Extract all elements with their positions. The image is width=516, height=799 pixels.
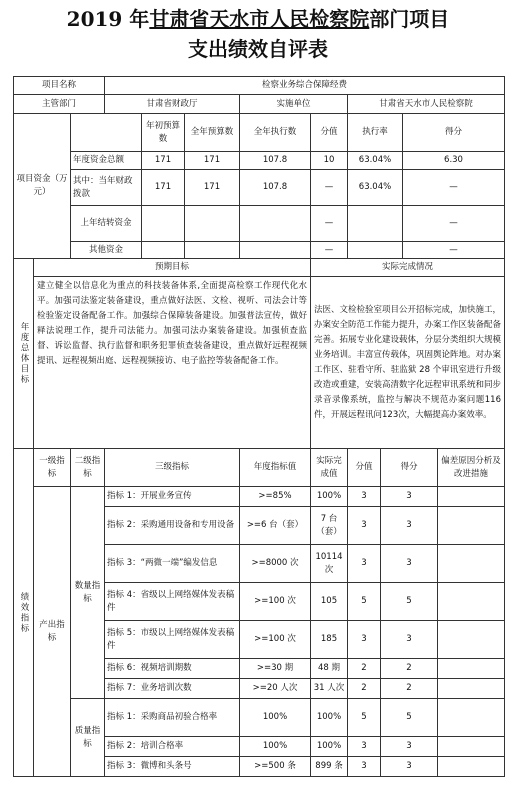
- ind-header-score: 得分: [381, 449, 438, 487]
- ind-level1: 产出指标: [34, 487, 71, 777]
- funds-header-rate: 执行率: [348, 114, 403, 152]
- ind-notes: [438, 699, 505, 737]
- ind-header-value: 分值: [348, 449, 381, 487]
- dept-label: 主管部门: [14, 95, 105, 114]
- title-org: 甘肃省天水市人民检察院: [149, 7, 370, 31]
- ind-notes: [438, 583, 505, 621]
- funds-row-budget-year: 171: [185, 152, 240, 170]
- ind-score: 3: [381, 737, 438, 757]
- funds-row-budget-start: 171: [142, 170, 185, 206]
- ind-name: 指标 4：省级以上网络媒体发表稿件: [105, 583, 240, 621]
- funds-header-blank: [71, 114, 142, 152]
- ind-header-level3: 三级指标: [105, 449, 240, 487]
- funds-row-executed: [240, 206, 311, 242]
- goals-actual-text: 法医、文检检验室项目公开招标完成，加快施工，办案安全防范工作能力提升，办案工作区装备配备完善。拓展专业化建设载体，分层分类组织大规模业务培训。丰富宣传载体，巩固舆论阵地。对办案工作区、驻看守所、驻监狱 28 个审讯室进行升级改造或重建，安装高清数字化远程审讯系统和同步录音录像系统，监控与解决不规范办案问题116件，开展远程讯问123次，大幅提高办案效率。: [311, 277, 505, 449]
- funds-row: [14, 242, 505, 259]
- ind-actual: 7 台（套）: [311, 507, 348, 545]
- ind-header-notes: 偏差原因分析及改进措施: [438, 449, 505, 487]
- funds-header-score: 得分: [403, 114, 505, 152]
- funds-row-executed: [240, 242, 311, 259]
- ind-target: 100%: [240, 737, 311, 757]
- goals-label: 年度总体目标: [14, 259, 34, 449]
- ind-notes: [438, 621, 505, 659]
- funds-header-score-value: 分值: [311, 114, 348, 152]
- ind-target: >=20 人次: [240, 679, 311, 699]
- funds-row-name: 年度资金总额: [71, 152, 142, 170]
- ind-value: 3: [348, 545, 381, 583]
- ind-actual: 100%: [311, 737, 348, 757]
- funds-row-budget-year: [185, 206, 240, 242]
- ind-score: 5: [381, 699, 438, 737]
- ind-header-target: 年度指标值: [240, 449, 311, 487]
- goals-expected-text: 建立健全以信息化为重点的科技装备体系,全面提高检察工作现代化水平。加强司法鉴定装备建设，重点做好法医、文检、视听、司法会计等检验鉴定设备配备工作。加强综合保障装备建设。加强普法宣传，做好释法说理工作，提升司法能力。加强司法办案装备建设。加强侦查监督、诉讼监督、执行监督和职务犯罪侦查装备建设，重点做好远程视频提讯、远程视频出庭、远程视频接访、电子监控等装备配备工作。: [34, 277, 311, 449]
- ind-score: 5: [381, 583, 438, 621]
- ind-actual: 100%: [311, 699, 348, 737]
- funds-row: [14, 170, 505, 206]
- ind-notes: [438, 507, 505, 545]
- ind-score: 2: [381, 659, 438, 679]
- funds-row-rate: 63.04%: [348, 170, 403, 206]
- ind-score: 3: [381, 487, 438, 507]
- indicator-row: [14, 699, 505, 737]
- ind-notes: [438, 545, 505, 583]
- ind-name: 指标 2：培训合格率: [105, 737, 240, 757]
- funds-row-budget-start: 171: [142, 152, 185, 170]
- ind-name: 指标 5：市级以上网络媒体发表稿件: [105, 621, 240, 659]
- funds-row-score-value: —: [311, 206, 348, 242]
- project-name-label: 项目名称: [14, 77, 105, 95]
- ind-value: 3: [348, 737, 381, 757]
- ind-value: 3: [348, 757, 381, 777]
- goals-expected-header: 预期目标: [34, 259, 311, 277]
- ind-header-level1: 一级指标: [34, 449, 71, 487]
- ind-actual: 185: [311, 621, 348, 659]
- funds-header-budget-year: 全年预算数: [185, 114, 240, 152]
- indicator-row: [14, 487, 505, 507]
- funds-row-executed: 107.8: [240, 170, 311, 206]
- funds-header-executed: 全年执行数: [240, 114, 311, 152]
- ind-name: 指标 3：微博和头条号: [105, 757, 240, 777]
- ind-notes: [438, 757, 505, 777]
- ind-target: >=100 次: [240, 621, 311, 659]
- funds-row: [14, 206, 505, 242]
- ind-actual: 31 人次: [311, 679, 348, 699]
- ind-value: 5: [348, 583, 381, 621]
- funds-row-score: —: [403, 170, 505, 206]
- funds-row-score: 6.30: [403, 152, 505, 170]
- funds-row-budget-year: 171: [185, 170, 240, 206]
- ind-actual: 10114 次: [311, 545, 348, 583]
- funds-row-name: 其中：当年财政拨款: [71, 170, 142, 206]
- ind-value: 3: [348, 621, 381, 659]
- ind-score: 3: [381, 507, 438, 545]
- title-suffix: 部门项目: [369, 7, 450, 31]
- funds-row-budget-start: [142, 242, 185, 259]
- funds-row-rate: [348, 206, 403, 242]
- ind-target: >=500 条: [240, 757, 311, 777]
- ind-quality-label: 质量指标: [71, 699, 105, 777]
- ind-value: 5: [348, 699, 381, 737]
- ind-score: 3: [381, 757, 438, 777]
- ind-target: >=6 台（套）: [240, 507, 311, 545]
- ind-score: 3: [381, 545, 438, 583]
- ind-notes: [438, 487, 505, 507]
- ind-score: 3: [381, 621, 438, 659]
- unit-value: 甘肃省天水市人民检察院: [348, 95, 505, 114]
- funds-row-score-value: —: [311, 170, 348, 206]
- ind-target: >=100 次: [240, 583, 311, 621]
- ind-notes: [438, 737, 505, 757]
- ind-notes: [438, 659, 505, 679]
- ind-name: 指标 2：采购通用设备和专用设备: [105, 507, 240, 545]
- ind-name: 指标 3：“两微一端”编发信息: [105, 545, 240, 583]
- ind-name: 指标 7：业务培训次数: [105, 679, 240, 699]
- ind-value: 3: [348, 487, 381, 507]
- funds-row-score: —: [403, 242, 505, 259]
- funds-label: 项目资金（万元）: [14, 114, 71, 259]
- funds-row-name: 其他资金: [71, 242, 142, 259]
- ind-target: >=8000 次: [240, 545, 311, 583]
- ind-value: 2: [348, 679, 381, 699]
- funds-row-score-value: 10: [311, 152, 348, 170]
- funds-row-rate: [348, 242, 403, 259]
- ind-target: 100%: [240, 699, 311, 737]
- funds-header-budget-start: 年初预算数: [142, 114, 185, 152]
- goals-actual-header: 实际完成情况: [311, 259, 505, 277]
- ind-actual: 899 条: [311, 757, 348, 777]
- ind-value: 3: [348, 507, 381, 545]
- ind-actual: 105: [311, 583, 348, 621]
- ind-name: 指标 6：视频培训期数: [105, 659, 240, 679]
- evaluation-table: [13, 76, 505, 777]
- project-name-value: 检察业务综合保障经费: [105, 77, 505, 95]
- funds-row-executed: 107.8: [240, 152, 311, 170]
- funds-row-budget-start: [142, 206, 185, 242]
- indicators-label: 绩效指标: [14, 449, 34, 777]
- funds-row-name: 上年结转资金: [71, 206, 142, 242]
- ind-score: 2: [381, 679, 438, 699]
- title-year: 2019 年: [66, 7, 150, 31]
- dept-value: 甘肃省财政厅: [105, 95, 240, 114]
- ind-actual: 48 期: [311, 659, 348, 679]
- funds-row-score: —: [403, 206, 505, 242]
- ind-target: >=30 期: [240, 659, 311, 679]
- ind-value: 2: [348, 659, 381, 679]
- title-line2: 支出绩效自评表: [188, 37, 328, 61]
- funds-row-score-value: —: [311, 242, 348, 259]
- ind-actual: 100%: [311, 487, 348, 507]
- page-title: [0, 4, 516, 64]
- ind-notes: [438, 679, 505, 699]
- ind-name: 指标 1：开展业务宣传: [105, 487, 240, 507]
- ind-quantity-label: 数量指标: [71, 487, 105, 699]
- ind-target: >=85%: [240, 487, 311, 507]
- funds-row: [14, 152, 505, 170]
- funds-row-budget-year: [185, 242, 240, 259]
- unit-label: 实施单位: [240, 95, 348, 114]
- ind-name: 指标 1：采购商品初验合格率: [105, 699, 240, 737]
- ind-header-level2: 二级指标: [71, 449, 105, 487]
- funds-row-rate: 63.04%: [348, 152, 403, 170]
- ind-header-actual: 实际完成值: [311, 449, 348, 487]
